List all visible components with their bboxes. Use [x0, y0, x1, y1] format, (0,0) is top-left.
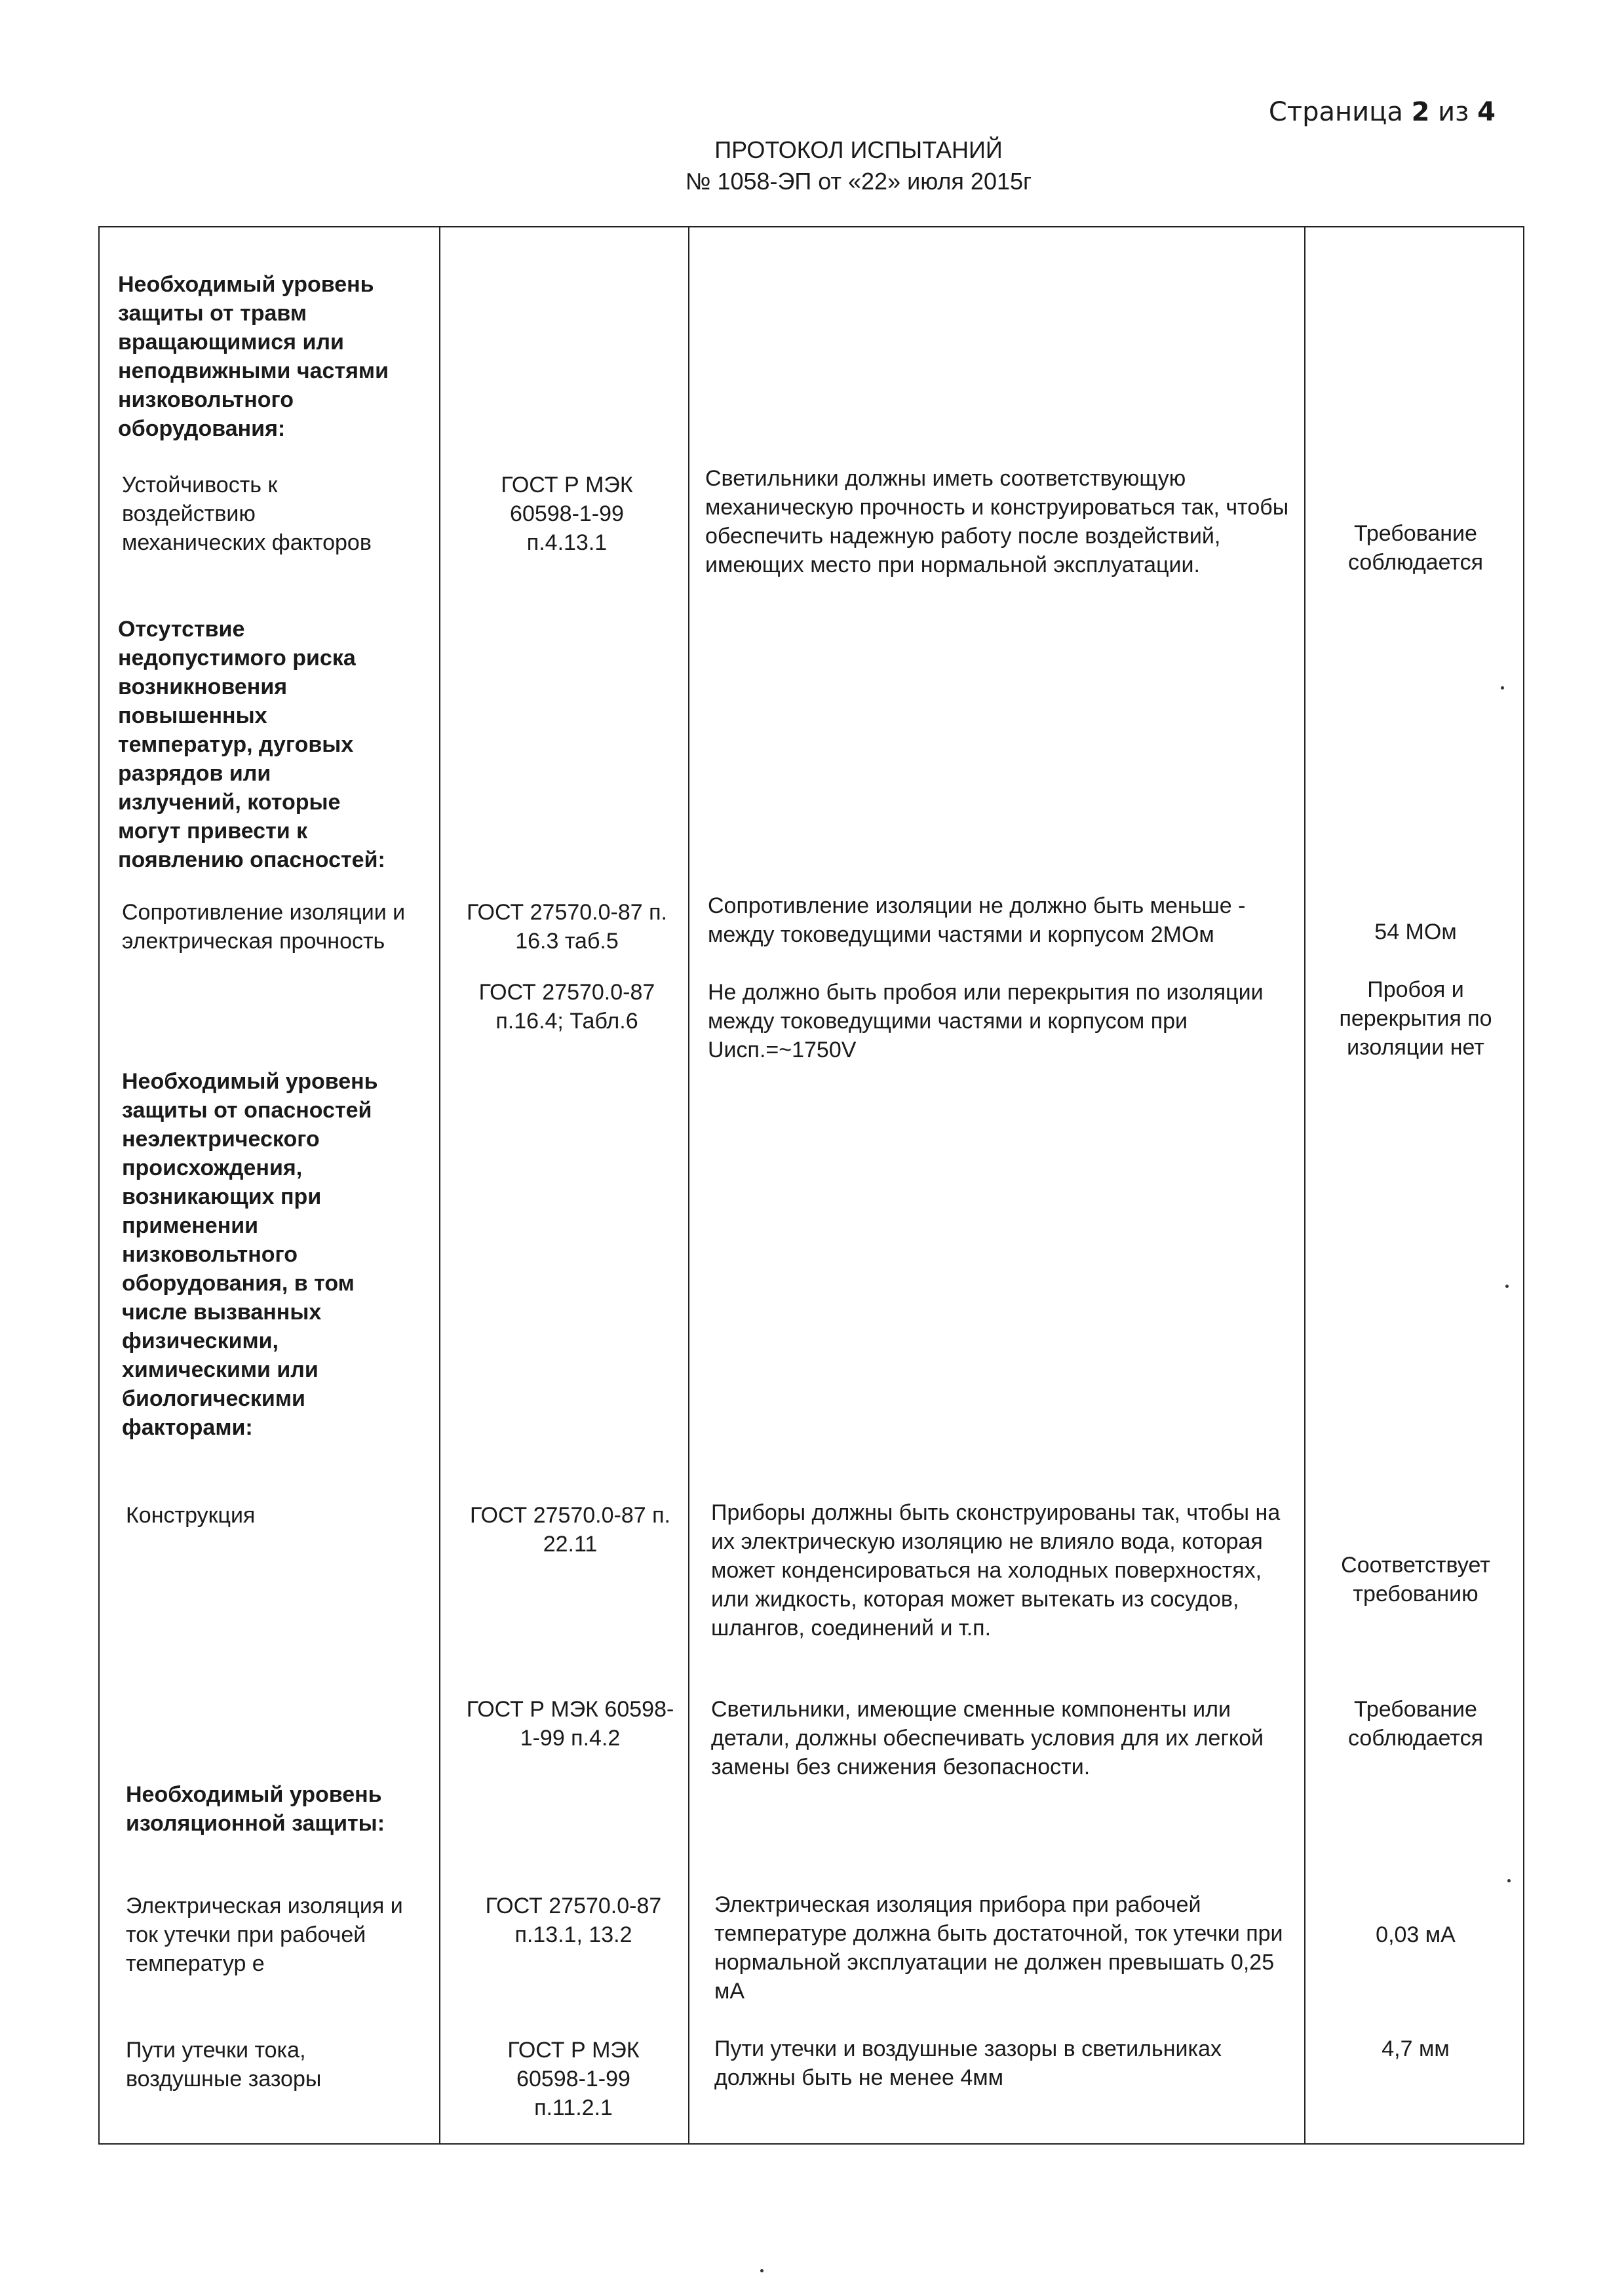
scan-speck — [1501, 686, 1504, 690]
section-heading: Необходимый уровень защиты от травм вращающимися или неподвижными частями низковольтного оборудования: — [118, 272, 389, 441]
row-standard: ГОСТ 27570.0-87 п.13.1, 13.2 — [485, 1894, 662, 1947]
section-heading: Отсутствие недопустимого риска возникновения повышенных температур, дуговых разрядов или излучений, которые могут привести к появлению опасностей: — [118, 617, 385, 872]
section-heading: Необходимый уровень изоляционной защиты: — [126, 1782, 385, 1836]
row-standard: ГОСТ 27570.0-87 п. 22.11 — [470, 1503, 670, 1557]
row-result: Требование соблюдается — [1348, 521, 1483, 575]
row-standard: ГОСТ Р МЭК 60598-1-99 п.11.2.1 — [507, 2038, 640, 2120]
row-standard: ГОСТ Р МЭК 60598-1-99 п.4.13.1 — [501, 473, 633, 555]
row-parameter: Сопротивление изоляции и электрическая прочность — [122, 900, 406, 954]
row-parameter: Электрическая изоляция и ток утечки при рабочей температур е — [126, 1894, 403, 1976]
scan-speck — [760, 2269, 764, 2272]
row-standard: ГОСТ Р МЭК 60598-1-99 п.4.2 — [466, 1697, 674, 1751]
row-requirement: Приборы должны быть сконструированы так, чтобы на их электрическую изоляцию не влияло вода, которая может конденсироваться на холодных поверхностях, или жидкость, которая может вытекать из сосудов, шлангов, соединений и т.п. — [711, 1500, 1281, 1641]
table-column-divider — [439, 226, 440, 2143]
row-parameter: Устойчивость к воздействию механических факторов — [122, 473, 372, 555]
table-column-divider — [1304, 226, 1305, 2143]
row-standard: ГОСТ 27570.0-87 п.16.4; Табл.6 — [478, 980, 655, 1034]
row-result: 4,7 мм — [1382, 2036, 1450, 2061]
row-requirement: Светильники, имеющие сменные компоненты или детали, должны обеспечивать условия для их легкой замены без снижения безопасности. — [711, 1697, 1264, 1779]
row-parameter: Пути утечки тока, воздушные зазоры — [126, 2038, 322, 2091]
table-column-divider — [688, 226, 689, 2143]
row-requirement: Электрическая изоляция прибора при рабочей температуре должна быть достаточной, ток утечки при нормальной эксплуатации не должен превышать 0,25 мА — [714, 1892, 1283, 2004]
row-result: 54 МОм — [1374, 920, 1457, 944]
section-heading: Необходимый уровень защиты от опасностей неэлектрического происхождения, возникающих при применении низковольтного оборудования, в том числе вызванных физическими, химическими или биологическими факторами: — [122, 1069, 378, 1440]
row-parameter: Конструкция — [126, 1503, 256, 1528]
row-standard: ГОСТ 27570.0-87 п. 16.3 таб.5 — [467, 900, 667, 954]
protocol-number: № 1058-ЭП от «22» июля 2015г — [685, 168, 1032, 195]
page-number: Страница 2 из 4 — [1268, 97, 1496, 127]
row-requirement: Не должно быть пробоя или перекрытия по изоляции между токоведущими частями и корпусом при Uисп.=~1750V — [708, 980, 1264, 1062]
row-requirement: Светильники должны иметь соответствующую механическую прочность и конструироваться так, чтобы обеспечить надежную работу после воздействий, имеющих место при нормальной эксплуатации. — [705, 466, 1289, 577]
scan-speck — [1507, 1879, 1511, 1882]
protocol-title: ПРОТОКОЛ ИСПЫТАНИЙ — [714, 136, 1003, 163]
row-result: Пробоя и перекрытия по изоляции нет — [1339, 977, 1492, 1060]
row-requirement: Пути утечки и воздушные зазоры в светильниках должны быть не менее 4мм — [714, 2036, 1222, 2090]
row-result: Требование соблюдается — [1348, 1697, 1483, 1751]
row-result: Соответствует требованию — [1341, 1553, 1490, 1606]
row-requirement: Сопротивление изоляции не должно быть меньше - между токоведущими частями и корпусом 2МОм — [708, 893, 1246, 947]
scan-speck — [1505, 1285, 1509, 1288]
document-title — [0, 134, 1624, 197]
row-result: 0,03 мА — [1376, 1922, 1456, 1947]
